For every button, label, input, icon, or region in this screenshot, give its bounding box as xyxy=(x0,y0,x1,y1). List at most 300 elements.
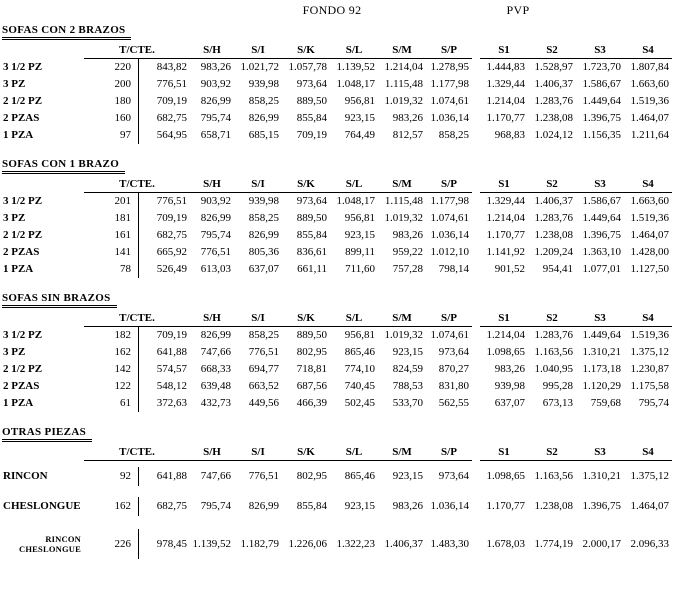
price-cell: 889,50 xyxy=(296,95,327,107)
size-value: 97 xyxy=(120,129,131,141)
col-header: S3 xyxy=(576,445,624,461)
price-cell: 682,75 xyxy=(138,497,190,516)
price-cell: 824,59 xyxy=(392,363,423,375)
price-cell: 826,99 xyxy=(200,212,231,224)
group-gap xyxy=(472,378,480,395)
price-cell: 668,33 xyxy=(200,363,231,375)
price-cell: 1.036,14 xyxy=(430,229,469,241)
table-row xyxy=(2,327,673,344)
col-header-tcte: T/CTE. xyxy=(84,445,190,461)
col-header: S4 xyxy=(624,43,672,59)
col-header: S2 xyxy=(528,43,576,59)
price-cell: 548,12 xyxy=(138,378,190,395)
price-cell: 1.444,83 xyxy=(486,61,525,73)
size-value: 220 xyxy=(114,61,131,73)
price-cell: 661,11 xyxy=(297,263,327,275)
size-value: 141 xyxy=(114,246,131,258)
group-labels-row xyxy=(2,2,673,21)
price-cell: 831,80 xyxy=(438,380,469,392)
header-spacer xyxy=(2,445,84,460)
group-gap xyxy=(472,193,480,210)
table-row xyxy=(2,93,673,110)
price-cell: 502,45 xyxy=(344,397,375,409)
price-cell: 973,64 xyxy=(296,78,327,90)
section-rows xyxy=(2,59,673,144)
size-value: 180 xyxy=(114,95,131,107)
price-cell: 1.329,44 xyxy=(486,78,525,90)
price-cell: 1.170,77 xyxy=(486,229,525,241)
price-cell: 1.127,50 xyxy=(630,263,669,275)
col-header: S2 xyxy=(528,177,576,193)
price-cell: 903,92 xyxy=(200,78,231,90)
table-row xyxy=(2,244,673,261)
price-cell: 449,56 xyxy=(248,397,279,409)
price-cell: 939,98 xyxy=(248,78,279,90)
price-cell: 1.464,07 xyxy=(630,112,669,124)
group-gap xyxy=(472,445,480,460)
col-header: S/M xyxy=(378,445,426,461)
price-cell: 954,41 xyxy=(542,263,573,275)
price-cell: 973,64 xyxy=(438,470,469,482)
price-cell: 1.036,14 xyxy=(430,112,469,124)
price-cell: 889,50 xyxy=(296,329,327,341)
price-cell: 1.238,08 xyxy=(534,112,573,124)
table-row xyxy=(2,59,673,76)
price-cell: 1.396,75 xyxy=(582,229,621,241)
row-label: 3 PZ xyxy=(3,78,26,90)
size-value: 182 xyxy=(114,329,131,341)
col-header: S1 xyxy=(480,43,528,59)
price-cell: 764,49 xyxy=(344,129,375,141)
price-cell: 939,98 xyxy=(248,195,279,207)
price-cell: 709,19 xyxy=(138,210,190,227)
table-row xyxy=(2,378,673,395)
price-cell: 673,13 xyxy=(542,397,573,409)
col-header: S4 xyxy=(624,445,672,461)
price-cell: 983,26 xyxy=(392,229,423,241)
price-cell: 1.774,19 xyxy=(534,538,573,550)
price-cell: 1.375,12 xyxy=(630,470,669,482)
row-label-line: CHESLONGUE xyxy=(19,544,81,554)
price-cell: 956,81 xyxy=(344,212,375,224)
group-gap xyxy=(472,227,480,244)
price-cell: 858,25 xyxy=(248,95,279,107)
group-gap xyxy=(472,177,480,192)
row-label: 3 1/2 PZ xyxy=(3,195,43,207)
col-header: S2 xyxy=(528,445,576,461)
price-cell: 870,27 xyxy=(438,363,469,375)
price-cell: 613,03 xyxy=(200,263,231,275)
price-cell: 1.329,44 xyxy=(486,195,525,207)
col-header-tcte: T/CTE. xyxy=(84,177,190,193)
table-row xyxy=(2,127,673,144)
price-cell: 855,84 xyxy=(296,112,327,124)
price-cell: 798,14 xyxy=(438,263,469,275)
price-cell: 1.141,92 xyxy=(486,246,525,258)
price-cell: 1.021,72 xyxy=(240,61,279,73)
price-cell: 1.019,32 xyxy=(384,212,423,224)
price-cell: 795,74 xyxy=(638,397,669,409)
price-cell: 1.406,37 xyxy=(534,195,573,207)
price-cell: 709,19 xyxy=(138,93,190,110)
header-spacer xyxy=(2,43,84,58)
table-row xyxy=(2,361,673,378)
price-cell: 978,45 xyxy=(138,529,190,559)
price-cell: 968,83 xyxy=(494,129,525,141)
price-cell: 1.170,77 xyxy=(486,500,525,512)
price-cell: 1.807,84 xyxy=(630,61,669,73)
group-gap xyxy=(472,76,480,93)
price-section xyxy=(2,158,673,278)
price-cell: 718,81 xyxy=(296,363,327,375)
price-cell: 1.528,97 xyxy=(534,61,573,73)
col-header: S/K xyxy=(282,43,330,59)
price-cell: 1.226,06 xyxy=(288,538,327,550)
price-section xyxy=(2,24,673,144)
price-cell: 687,56 xyxy=(296,380,327,392)
group-gap xyxy=(472,110,480,127)
section-rows xyxy=(2,327,673,412)
price-cell: 858,25 xyxy=(248,212,279,224)
price-cell: 776,51 xyxy=(138,76,190,93)
price-cell: 1.182,79 xyxy=(240,538,279,550)
size-value: 200 xyxy=(114,78,131,90)
size-value: 142 xyxy=(114,363,131,375)
price-cell: 1.238,08 xyxy=(534,500,573,512)
col-header: S1 xyxy=(480,177,528,193)
price-cell: 1.322,23 xyxy=(336,538,375,550)
price-cell: 802,95 xyxy=(296,470,327,482)
col-header: S/P xyxy=(426,177,472,193)
size-value: 92 xyxy=(120,470,131,482)
price-cell: 1.177,98 xyxy=(430,78,469,90)
price-cell: 1.036,14 xyxy=(430,500,469,512)
price-cell: 2.096,33 xyxy=(630,538,669,550)
price-cell: 1.238,08 xyxy=(534,229,573,241)
price-cell: 795,74 xyxy=(200,112,231,124)
group-gap xyxy=(472,497,480,516)
col-header: S/P xyxy=(426,311,472,327)
price-cell: 747,66 xyxy=(200,470,231,482)
col-header: S/P xyxy=(426,445,472,461)
price-cell: 826,99 xyxy=(248,112,279,124)
table-row xyxy=(2,344,673,361)
price-cell: 1.396,75 xyxy=(582,500,621,512)
price-section xyxy=(2,426,673,559)
price-cell: 1.375,12 xyxy=(630,346,669,358)
col-header: S/L xyxy=(330,177,378,193)
row-label: 3 1/2 PZ xyxy=(3,329,43,341)
price-cell: 774,10 xyxy=(344,363,375,375)
price-cell: 709,19 xyxy=(138,327,190,344)
table-row xyxy=(2,210,673,227)
row-label: 1 PZA xyxy=(3,397,34,409)
price-cell: 826,99 xyxy=(248,500,279,512)
price-cell: 1.012,10 xyxy=(430,246,469,258)
price-cell: 776,51 xyxy=(138,193,190,210)
table-row xyxy=(2,497,673,516)
col-header: S/K xyxy=(282,177,330,193)
group-gap xyxy=(472,311,480,326)
col-header: S/I xyxy=(234,43,282,59)
price-cell: 983,26 xyxy=(200,61,231,73)
price-cell: 858,25 xyxy=(438,129,469,141)
price-cell: 1.283,76 xyxy=(534,212,573,224)
price-cell: 973,64 xyxy=(296,195,327,207)
price-cell: 1.024,12 xyxy=(534,129,573,141)
price-cell: 1.115,48 xyxy=(384,195,423,207)
price-cell: 1.048,17 xyxy=(336,78,375,90)
price-cell: 812,57 xyxy=(392,129,423,141)
col-header: S/P xyxy=(426,43,472,59)
price-cell: 641,88 xyxy=(138,344,190,361)
col-header: S/L xyxy=(330,445,378,461)
price-cell: 923,15 xyxy=(344,500,375,512)
price-cell: 526,49 xyxy=(138,261,190,278)
price-cell: 663,52 xyxy=(248,380,279,392)
row-label-line: RINCON xyxy=(45,534,81,544)
price-cell: 665,92 xyxy=(138,244,190,261)
row-label: 2 1/2 PZ xyxy=(3,229,43,241)
price-cell: 564,95 xyxy=(138,127,190,144)
size-value: 201 xyxy=(114,195,131,207)
row-label: 3 PZ xyxy=(3,346,26,358)
price-cell: 855,84 xyxy=(296,229,327,241)
price-cell: 1.156,35 xyxy=(582,129,621,141)
col-header: S3 xyxy=(576,177,624,193)
price-cell: 639,48 xyxy=(200,380,231,392)
col-header: S4 xyxy=(624,311,672,327)
price-cell: 1.406,37 xyxy=(534,78,573,90)
price-cell: 1.406,37 xyxy=(384,538,423,550)
col-header: S/H xyxy=(190,445,234,461)
price-cell: 574,57 xyxy=(138,361,190,378)
price-cell: 682,75 xyxy=(138,110,190,127)
col-header: S/K xyxy=(282,445,330,461)
price-cell: 1.283,76 xyxy=(534,95,573,107)
price-cell: 1.310,21 xyxy=(582,470,621,482)
price-cell: 956,81 xyxy=(344,329,375,341)
col-header: S/I xyxy=(234,177,282,193)
price-cell: 1.663,60 xyxy=(630,78,669,90)
price-cell: 1.115,48 xyxy=(384,78,423,90)
price-cell: 959,22 xyxy=(392,246,423,258)
price-cell: 694,77 xyxy=(248,363,279,375)
price-cell: 776,51 xyxy=(248,470,279,482)
section-title: SOFAS SIN BRAZOS xyxy=(2,292,117,308)
price-cell: 1.211,64 xyxy=(630,129,669,141)
price-cell: 1.214,04 xyxy=(486,329,525,341)
price-cell: 1.230,87 xyxy=(630,363,669,375)
price-cell: 1.019,32 xyxy=(384,329,423,341)
section-title: OTRAS PIEZAS xyxy=(2,426,92,442)
price-cell: 865,46 xyxy=(344,470,375,482)
price-cell: 1.519,36 xyxy=(630,212,669,224)
size-value: 162 xyxy=(114,346,131,358)
price-cell: 858,25 xyxy=(248,329,279,341)
price-cell: 533,70 xyxy=(392,397,423,409)
price-cell: 1.449,64 xyxy=(582,95,621,107)
price-cell: 826,99 xyxy=(248,229,279,241)
group-gap xyxy=(472,529,480,559)
size-value: 226 xyxy=(114,538,131,550)
price-cell: 637,07 xyxy=(494,397,525,409)
price-cell: 747,66 xyxy=(200,346,231,358)
price-cell: 1.586,67 xyxy=(582,195,621,207)
col-header: S4 xyxy=(624,177,672,193)
price-cell: 923,15 xyxy=(392,346,423,358)
price-cell: 995,28 xyxy=(542,380,573,392)
price-cell: 1.586,67 xyxy=(582,78,621,90)
row-label: 2 PZAS xyxy=(3,246,40,258)
price-cell: 826,99 xyxy=(200,329,231,341)
row-label: RINCON xyxy=(3,470,48,482)
price-cell: 826,99 xyxy=(200,95,231,107)
price-cell: 1.214,04 xyxy=(486,212,525,224)
price-cell: 889,50 xyxy=(296,212,327,224)
header-spacer xyxy=(2,311,84,326)
price-cell: 1.363,10 xyxy=(582,246,621,258)
col-header: S1 xyxy=(480,445,528,461)
col-header: S2 xyxy=(528,311,576,327)
price-cell: 903,92 xyxy=(200,195,231,207)
group-gap xyxy=(472,327,480,344)
group-gap xyxy=(472,395,480,412)
size-value: 161 xyxy=(114,229,131,241)
price-cell: 1.175,58 xyxy=(630,380,669,392)
price-cell: 658,71 xyxy=(200,129,231,141)
price-cell: 836,61 xyxy=(296,246,327,258)
price-cell: 1.428,00 xyxy=(630,246,669,258)
section-title: SOFAS CON 2 BRAZOS xyxy=(2,24,131,40)
column-header-row xyxy=(2,177,673,193)
table-row xyxy=(2,467,673,486)
size-value: 61 xyxy=(120,397,131,409)
col-header-tcte: T/CTE. xyxy=(84,311,190,327)
price-section xyxy=(2,292,673,412)
group-gap xyxy=(472,244,480,261)
price-cell: 1.098,65 xyxy=(486,346,525,358)
price-cell: 1.464,07 xyxy=(630,229,669,241)
price-cell: 1.214,04 xyxy=(384,61,423,73)
price-cell: 1.074,61 xyxy=(430,95,469,107)
price-cell: 1.214,04 xyxy=(486,95,525,107)
price-cell: 1.074,61 xyxy=(430,212,469,224)
price-cell: 1.449,64 xyxy=(582,212,621,224)
group-gap xyxy=(472,43,480,58)
price-cell: 1.177,98 xyxy=(430,195,469,207)
size-value: 78 xyxy=(120,263,131,275)
price-cell: 685,15 xyxy=(248,129,279,141)
price-cell: 641,88 xyxy=(138,467,190,486)
size-value: 181 xyxy=(114,212,131,224)
price-cell: 466,39 xyxy=(296,397,327,409)
price-cell: 973,64 xyxy=(438,346,469,358)
table-row xyxy=(2,395,673,412)
price-cell: 1.057,78 xyxy=(288,61,327,73)
price-cell: 956,81 xyxy=(344,95,375,107)
price-cell: 788,53 xyxy=(392,380,423,392)
price-cell: 1.663,60 xyxy=(630,195,669,207)
price-cell: 983,26 xyxy=(494,363,525,375)
size-value: 122 xyxy=(114,380,131,392)
price-cell: 1.170,77 xyxy=(486,112,525,124)
price-cell: 709,19 xyxy=(296,129,327,141)
section-rows xyxy=(2,467,673,559)
table-row xyxy=(2,193,673,210)
row-label: 3 1/2 PZ xyxy=(3,61,43,73)
price-cell: 740,45 xyxy=(344,380,375,392)
sections-container xyxy=(2,24,673,559)
price-cell: 1.019,32 xyxy=(384,95,423,107)
col-header: S3 xyxy=(576,43,624,59)
price-cell: 1.098,65 xyxy=(486,470,525,482)
row-label: 2 1/2 PZ xyxy=(3,95,43,107)
price-cell: 711,60 xyxy=(345,263,375,275)
price-cell: 776,51 xyxy=(200,246,231,258)
price-cell: 1.139,52 xyxy=(192,538,231,550)
fondo-group-label: FONDO 92 xyxy=(302,3,362,17)
table-row xyxy=(2,227,673,244)
col-header: S/M xyxy=(378,43,426,59)
price-cell: 759,68 xyxy=(590,397,621,409)
price-cell: 1.449,64 xyxy=(582,329,621,341)
col-header: S/I xyxy=(234,445,282,461)
group-gap xyxy=(472,361,480,378)
price-cell: 1.040,95 xyxy=(534,363,573,375)
price-cell: 432,73 xyxy=(200,397,231,409)
col-header: S/L xyxy=(330,43,378,59)
price-cell: 939,98 xyxy=(494,380,525,392)
price-cell: 865,46 xyxy=(344,346,375,358)
price-cell: 805,36 xyxy=(248,246,279,258)
price-cell: 682,75 xyxy=(138,227,190,244)
price-cell: 1.723,70 xyxy=(582,61,621,73)
price-cell: 923,15 xyxy=(344,112,375,124)
price-cell: 983,26 xyxy=(392,500,423,512)
price-cell: 983,26 xyxy=(392,112,423,124)
row-label: 1 PZA xyxy=(3,263,34,275)
column-header-row xyxy=(2,445,673,461)
group-gap xyxy=(472,127,480,144)
col-header: S/M xyxy=(378,177,426,193)
group-gap xyxy=(472,467,480,486)
price-cell: 901,52 xyxy=(494,263,525,275)
section-title: SOFAS CON 1 BRAZO xyxy=(2,158,125,174)
price-cell: 843,82 xyxy=(138,59,190,76)
price-cell: 1.139,52 xyxy=(336,61,375,73)
table-row xyxy=(2,76,673,93)
size-value: 160 xyxy=(114,112,131,124)
price-cell: 1.048,17 xyxy=(336,195,375,207)
group-gap xyxy=(472,261,480,278)
row-label: 2 PZAS xyxy=(3,112,40,124)
price-cell: 855,84 xyxy=(296,500,327,512)
col-header: S3 xyxy=(576,311,624,327)
col-header: S/I xyxy=(234,311,282,327)
price-cell: 1.464,07 xyxy=(630,500,669,512)
price-cell: 637,07 xyxy=(248,263,279,275)
row-label: 1 PZA xyxy=(3,129,34,141)
row-label: CHESLONGUE xyxy=(3,500,81,512)
column-header-row xyxy=(2,43,673,59)
group-gap xyxy=(472,59,480,76)
price-cell: 1.163,56 xyxy=(534,346,573,358)
price-cell: 795,74 xyxy=(200,229,231,241)
row-label: 2 PZAS xyxy=(3,380,40,392)
price-cell: 923,15 xyxy=(344,229,375,241)
pvp-group-label: PVP xyxy=(506,3,530,17)
